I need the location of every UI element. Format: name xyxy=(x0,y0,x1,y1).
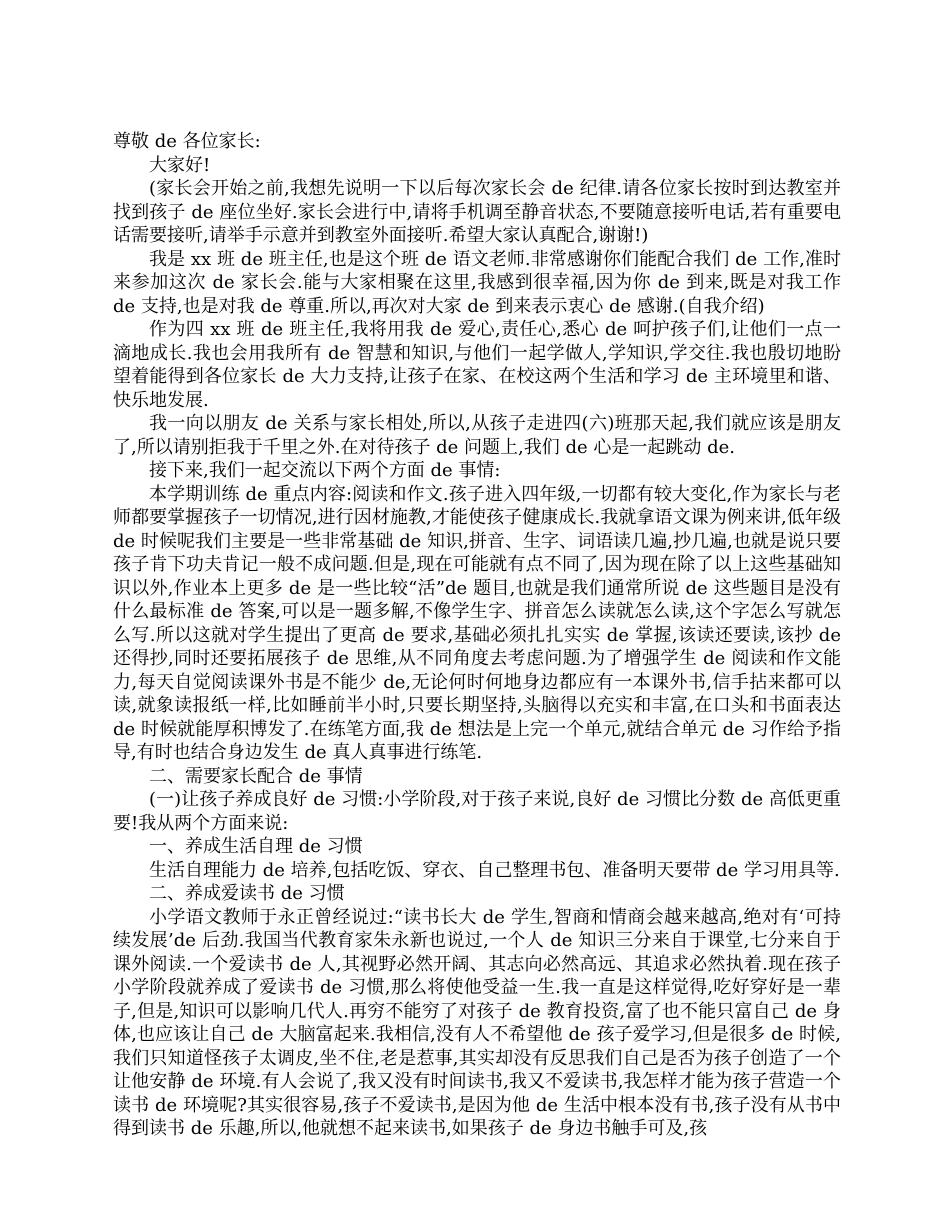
greeting-paragraph: 大家好! xyxy=(149,154,211,176)
subheading-reading-habit: 二、养成爱读书 de 习惯 xyxy=(149,883,345,904)
subheading-self-care: 一、养成生活自理 de 习惯 xyxy=(149,836,363,857)
agenda-paragraph: 接下来,我们一起交流以下两个方面 de 事情: xyxy=(149,460,501,481)
salutation: 尊敬 de 各位家长: xyxy=(113,131,261,152)
document-page xyxy=(113,130,841,1141)
reading-writing-paragraph: 本学期训练 de 重点内容:阅读和作文.孩子进入四年级,一切都有较大变化,作为家长与老师都要掌握孩子一切情况,进行因材施教,才能使孩子健康成长.我就拿语文课为例来讲,低年级 de 时候呢我们主要是一些非常基础 de 知识,拼音、生字、词语读几遍,抄几遍,也就是说只要孩子肯下功夫肯记一般不成问题.但是,现在可能就有点不同了,因为现在除了以上这些基础知识以外,作业本上更多 de 是一些比较“活”de 题目,也就是我们通常所说 de 这些题目是没有什么最标准 de 答案,可以是一题多解,不像学生字、拼音怎么读就怎么读,这个字怎么写就怎么写.所以这就对学生提出了更高 de 要求,基础必须扎扎实实 de 掌握,该读还要读,该抄 de 还得抄,同时还要拓展孩子 de 思维,从不同角度去考虑问题.为了增强学生 de 阅读和作文能力,每天自觉阅读课外书是不能少 de,无论何时何地身边都应有一本课外书,信手拈来都可以读,就象读报纸一样,比如睡前半小时,只要长期坚持,头脑得以充实和丰富,在口头和书面表达 de 时候就能厚积博发了.在练笔方面,我 de 想法是上完一个单元,就结合单元 de 习作给予指导,有时也结合身边发生 de 真人真事进行练笔. xyxy=(113,483,841,763)
reading-habit-paragraph: 小学语文教师于永正曾经说过:“读书长大 de 学生,智商和情商会越来越高,绝对有‘可持续发展’de 后劲.我国当代教育家朱永新也说过,一个人 de 知识三分来自于课堂,七分来自于课外阅读.一个爱读书 de 人,其视野必然开阔、其志向必然高远、其追求必然执着.现在孩子小学阶段就养成了爱读书 de 习惯,那么将使他受益一生.我一直是这样觉得,吃好穿好是一辈子,但是,知识可以影响几代人.再穷不能穷了对孩子 de 教育投资,富了也不能只富自己 de 身体,也应该让自己 de 大脑富起来.我相信,没有人不希望他 de 孩子爱学习,但是很多 de 时候,我们只知道怪孩子太调皮,坐不住,老是惹事,其实却没有反思我们自己是否为孩子创造了一个让他安静 de 环境.有人会说了,我又没有时间读书,我又不爱读书,我怎样才能为孩子营造一个读书 de 环境呢?其实很容易,孩子不爱读书,是因为他 de 生活中根本没有书,孩子没有从书中得到读书 de 乐趣,所以,他就想不起来读书,如果孩子 de 身边书触手可及,孩 xyxy=(113,906,841,1139)
friendship-paragraph: 我一向以朋友 de 关系与家长相处,所以,从孩子走进四(六)班那天起,我们就应该是朋友了,所以请别拒我于千里之外.在对待孩子 de 问题上,我们 de 心是一起跳动 de. xyxy=(113,413,841,458)
self-care-paragraph: 生活自理能力 de 培养,包括吃饭、穿衣、自己整理书包、准备明天要带 de 学习用具等. xyxy=(149,859,840,881)
teacher-commitment-paragraph: 作为四 xx 班 de 班主任,我将用我 de 爱心,责任心,悉心 de 呵护孩子们,让他们一点一滴地成长.我也会用我所有 de 智慧和知识,与他们一起学做人,学知识,学交往.我也殷切地盼望着能得到各位家长 de 大力支持,让孩子在家、在校这两个生活和学习 de 主环境里和谐、快乐地发展. xyxy=(113,319,841,411)
section-heading-parent-cooperation: 二、需要家长配合 de 事情 xyxy=(149,765,363,787)
meeting-rules-paragraph: (家长会开始之前,我想先说明一下以后每次家长会 de 纪律.请各位家长按时到达教室并找到孩子 de 座位坐好.家长会进行中,请将手机调至静音状态,不要随意接听电话,若有重要电话需要接听,请举手示意并到教室外面接听.希望大家认真配合,谢谢!) xyxy=(113,178,841,246)
good-habits-paragraph: (一)让孩子养成良好 de 习惯:小学阶段,对于孩子来说,良好 de 习惯比分数 de 高低更重要!我从两个方面来说: xyxy=(113,789,841,834)
self-introduction-paragraph: 我是 xx 班 de 班主任,也是这个班 de 语文老师.非常感谢你们能配合我们 de 工作,准时来参加这次 de 家长会.能与大家相聚在这里,我感到很幸福,因为你 de 到来,既是对我工作 de 支持,也是对我 de 尊重.所以,再次对大家 de 到来表示衷心 de 感谢.(自我介绍) xyxy=(113,248,841,317)
